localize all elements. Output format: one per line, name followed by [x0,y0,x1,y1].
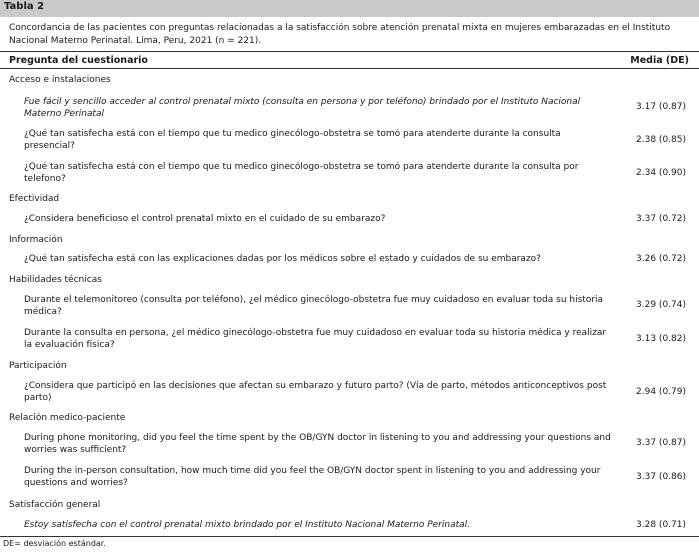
question-text: Durante la consulta en persona, ¿el médico ginecólogo-obstetra fue muy cuidadoso en evaluar toda su historia médica y realizar la evaluación física? [24,328,607,350]
section-title: Efectividad [9,194,60,204]
table-bottom-rule [0,536,699,537]
question-text: Durante el telemonitoreo (consulta por teléfono), ¿el médico ginecólogo-obstetra fue muy cuidadoso en evaluar toda su historia médica? [24,295,604,317]
section-title: Satisfacción general [9,500,101,510]
mean-value: 3.37 (0.87) [636,438,686,448]
section-title: Relación medico-paciente [9,413,126,423]
mean-value: 3.28 (0.71) [636,520,686,530]
mean-value: 2.34 (0.90) [636,168,686,178]
question-text: ¿Qué tan satisfecha está con el tiempo que tu medico ginecólogo-obstetra se tomó para atenderte durante la consulta presencial? [24,129,561,151]
table-caption: Concordancia de las pacientes con preguntas relacionadas a la satisfacción sobre atención prenatal mixta en mujeres embarazadas en el Instituto Nacional Materno Perinatal. Lima, Peru, 2021 (n = 221). [9,23,671,46]
section-title: Participación [9,361,67,371]
mean-value: 3.37 (0.86) [636,472,686,482]
question-text: Fue fácil y sencillo acceder al control prenatal mixto (consulta en persona y por teléfono) brindado por el Instituto Nacional Materno Perinatal [24,97,581,119]
mean-value: 3.37 (0.72) [636,214,686,224]
header-rule-top [0,51,699,52]
question-text: During phone monitoring, did you feel the time spent by the OB/GYN doctor in listening to you and addressing your questions and worries was sufficient? [24,433,611,455]
question-text: ¿Qué tan satisfecha está con el tiempo que tu medico ginecólogo-obstetra se tomó para atenderte durante la consulta por telefono? [24,162,579,184]
section-title: Información [9,235,63,245]
column-header-mean: Media (DE) [630,55,689,66]
mean-value: 3.29 (0.74) [636,300,686,310]
table-footnote: DE= desviación estándar. [3,539,106,548]
table-label: Tabla 2 [4,1,45,12]
section-title: Habilidades técnicas [9,275,102,285]
mean-value: 2.94 (0.79) [636,387,686,397]
mean-value: 3.26 (0.72) [636,254,686,264]
section-title: Acceso e instalaciones [9,75,111,85]
question-text: During the in-person consultation, how much time did you feel the OB/GYN doctor spent in listening to you and addressing your questions and worries? [24,466,601,488]
question-text: ¿Considera beneficioso el control prenatal mixto en el cuidado de su embarazo? [24,214,386,224]
header-rule-bottom [0,68,699,69]
question-text: ¿Qué tan satisfecha está con las explicaciones dadas por los médicos sobre el estado y cuidados de su embarazo? [24,254,541,264]
table-title-bar [0,0,699,17]
mean-value: 3.17 (0.87) [636,102,686,112]
question-text: Estoy satisfecha con el control prenatal mixto brindado por el Instituto Nacional Materno Perinatal. [24,520,470,530]
column-header-question: Pregunta del cuestionario [9,55,148,66]
question-text: ¿Considera que participó en las decisiones que afectan su embarazo y futuro parto? (Vía de parto, métodos anticonceptivos post parto) [24,381,607,403]
mean-value: 2.38 (0.85) [636,135,686,145]
mean-value: 3.13 (0.82) [636,334,686,344]
